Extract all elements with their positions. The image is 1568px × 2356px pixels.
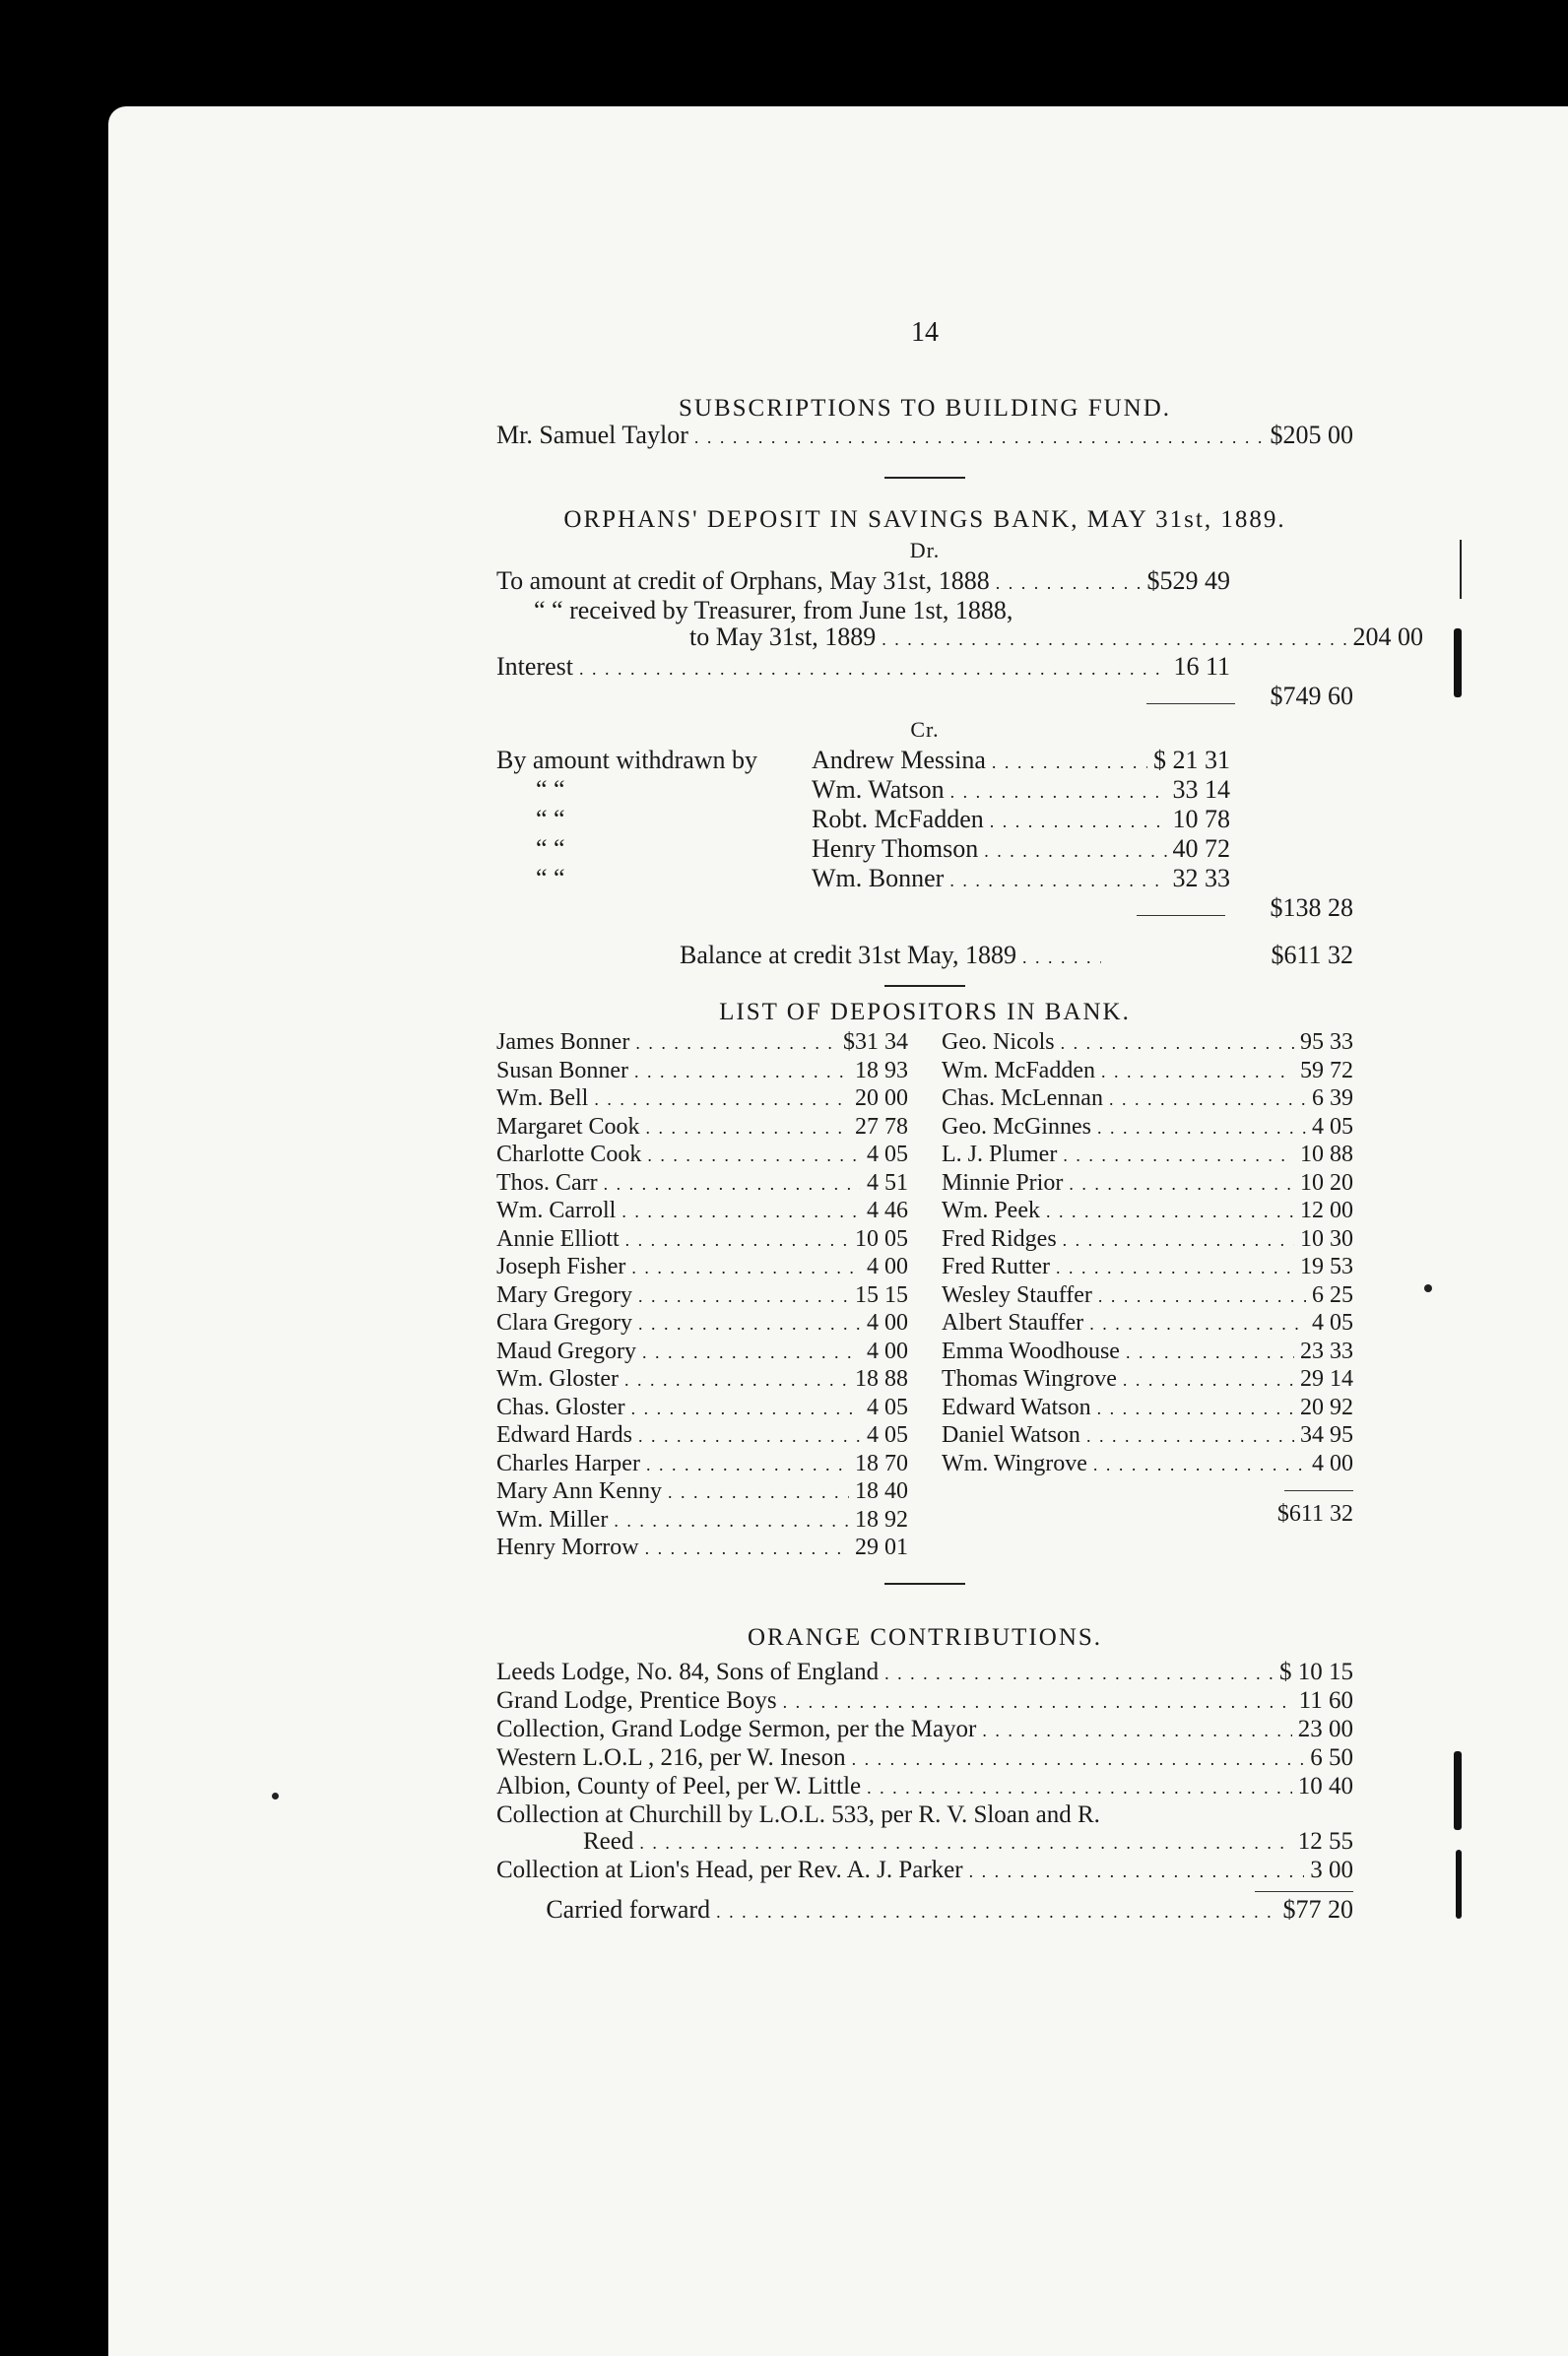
depositor-row [942, 1198, 1353, 1226]
dot-leader [969, 1857, 1305, 1885]
total-rule [1255, 1891, 1353, 1892]
depositor-row [496, 1085, 908, 1114]
dot-leader [949, 865, 1166, 894]
orange-title: ORANGE CONTRIBUTIONS. [747, 1623, 1103, 1651]
debit-row [496, 623, 1423, 653]
credit-total-row [496, 894, 1353, 924]
depositor-row [496, 1198, 908, 1226]
debit-row [496, 653, 1230, 683]
depositor-row-label: Wm. Miller [496, 1506, 609, 1533]
dot-leader [996, 567, 1142, 597]
credit-label: Cr. [910, 717, 940, 742]
depositor-row [496, 1339, 908, 1367]
dot-leader [638, 1282, 849, 1311]
dot-leader [1097, 1114, 1306, 1143]
depositor-row-amount: 6 39 [1312, 1085, 1353, 1111]
dot-leader [716, 1896, 1276, 1926]
depositors-left-column [496, 1029, 908, 1563]
depositor-row-label: Fred Ridges [942, 1225, 1057, 1252]
credit-amount: 32 33 [1172, 864, 1230, 892]
depositor-row [942, 1085, 1353, 1114]
dot-leader [646, 1451, 849, 1479]
depositor-row-label: Geo. McGinnes [942, 1113, 1091, 1140]
building-fund-row [496, 422, 1353, 451]
depositor-row-amount: 18 93 [855, 1057, 908, 1083]
depositor-row [496, 1422, 908, 1451]
depositor-row-amount: 4 05 [867, 1142, 908, 1167]
depositor-row-label: Minnie Prior [942, 1169, 1064, 1196]
depositor-row-amount: 18 70 [855, 1450, 908, 1476]
scan-mark [1454, 1751, 1462, 1830]
dot-leader [635, 1029, 837, 1058]
dot-leader [646, 1114, 849, 1143]
depositor-row-label: Wm. Carroll [496, 1198, 617, 1223]
depositor-row [496, 1029, 908, 1058]
dot-leader [631, 1395, 861, 1423]
entry-label: Mr. Samuel Taylor [496, 421, 688, 449]
depositor-row-amount: 4 05 [867, 1394, 908, 1420]
dot-leader [604, 1170, 861, 1199]
depositor-row [942, 1422, 1353, 1451]
credit-prefix: By amount withdrawn by [496, 746, 758, 774]
dot-leader [579, 653, 1167, 683]
depositor-row [942, 1254, 1353, 1282]
dot-leader [992, 747, 1147, 776]
depositor-row-label: L. J. Plumer [942, 1142, 1058, 1167]
depositors-title: LIST OF DEPOSITORS IN BANK. [719, 999, 1131, 1025]
credit-prefix: “ “ [536, 775, 565, 804]
depositor-row-amount: 10 20 [1300, 1169, 1353, 1196]
section-divider [884, 1583, 965, 1585]
contribution-row-label: Grand Lodge, Prentice Boys [496, 1686, 777, 1714]
credit-row [496, 776, 1230, 806]
depositor-row [496, 1535, 908, 1563]
carried-amount: $77 20 [1282, 1894, 1353, 1924]
depositor-row-label: Charles Harper [496, 1450, 640, 1476]
dot-leader [1061, 1029, 1294, 1058]
entry-amount: $205 00 [1270, 421, 1353, 449]
dot-leader [1093, 1451, 1306, 1479]
depositor-row [496, 1310, 908, 1339]
depositor-row-amount: 4 05 [1312, 1113, 1353, 1140]
depositor-row-label: Wm. Gloster [496, 1366, 619, 1392]
depositor-row [496, 1478, 908, 1507]
contribution-row-amount: 12 55 [1297, 1827, 1353, 1855]
dot-leader [625, 1226, 849, 1255]
credit-row [496, 747, 1230, 776]
debit-row [496, 597, 1268, 623]
depositor-row-amount: 20 00 [855, 1085, 908, 1111]
balance-row [496, 942, 1353, 971]
contribution-row-amount: 10 40 [1297, 1772, 1353, 1800]
building-fund-title: SUBSCRIPTIONS TO BUILDING FUND. [678, 395, 1172, 422]
scan-mark [1454, 628, 1462, 697]
depositor-row-label: Thos. Carr [496, 1169, 598, 1196]
depositor-row-amount: 29 14 [1300, 1366, 1353, 1392]
depositor-row-amount: 95 33 [1300, 1029, 1353, 1055]
depositor-row-amount: 6 25 [1312, 1281, 1353, 1308]
depositor-row-label: Susan Bonner [496, 1057, 628, 1083]
depositor-row [942, 1114, 1353, 1143]
dot-leader [783, 1687, 1293, 1716]
depositors-list [496, 1029, 1353, 1563]
contribution-row-amount: $ 10 15 [1279, 1658, 1353, 1685]
dot-leader [867, 1773, 1292, 1801]
scanned-page [108, 106, 1568, 2356]
depositor-row-amount: 10 05 [855, 1225, 908, 1252]
depositor-row-amount: 18 40 [855, 1478, 908, 1504]
depositor-row-label: Mary Ann Kenny [496, 1478, 662, 1504]
debit-row-label: Interest [496, 652, 573, 681]
depositor-row-amount: 4 05 [867, 1422, 908, 1448]
depositor-row-amount: 23 33 [1300, 1338, 1353, 1364]
depositor-row [942, 1029, 1353, 1058]
depositor-row [942, 1310, 1353, 1339]
dot-leader [982, 1716, 1291, 1744]
credit-prefix: “ “ [536, 805, 565, 833]
carried-forward-row [496, 1896, 1353, 1926]
depositor-row-label: Emma Woodhouse [942, 1338, 1120, 1364]
dot-leader [1086, 1422, 1294, 1451]
depositor-row-label: Chas. Gloster [496, 1394, 625, 1420]
contribution-row-amount: 11 60 [1298, 1686, 1353, 1714]
depositor-row [942, 1058, 1353, 1086]
depositor-row-amount: 27 78 [855, 1113, 908, 1140]
contribution-row-amount: 3 00 [1310, 1856, 1353, 1883]
dot-leader [1063, 1226, 1294, 1255]
depositor-row-label: Margaret Cook [496, 1113, 640, 1140]
contribution-row [496, 1828, 1353, 1857]
credit-row [496, 806, 1230, 835]
dot-leader [1056, 1254, 1294, 1282]
dot-leader [647, 1142, 861, 1170]
orphans-title: ORPHANS' DEPOSIT IN SAVINGS BANK, MAY 31st, 1889. [563, 506, 1286, 533]
depositor-row [496, 1282, 908, 1311]
total-rule [942, 1478, 1353, 1501]
debit-total-row [496, 683, 1353, 712]
depositor-row [496, 1226, 908, 1255]
dot-leader [1046, 1198, 1294, 1226]
contribution-row-label: Collection at Churchill by L.O.L. 533, per R. V. Sloan and R. [496, 1800, 1100, 1828]
depositor-row [942, 1451, 1353, 1479]
depositor-row-amount: 10 30 [1300, 1225, 1353, 1252]
credit-amount: 33 14 [1172, 775, 1230, 804]
depositor-row [496, 1395, 908, 1423]
dot-leader [882, 623, 1346, 653]
section-divider [884, 985, 965, 987]
depositor-row-amount: 15 15 [855, 1281, 908, 1308]
dot-leader [1089, 1310, 1306, 1339]
page-number: 14 [911, 317, 939, 348]
depositor-row-amount: 4 00 [867, 1338, 908, 1364]
depositor-row-label: Albert Stauffer [942, 1310, 1084, 1336]
debit-total: $749 60 [1270, 682, 1353, 710]
depositor-row-amount: 4 00 [867, 1254, 908, 1279]
contribution-row [496, 1773, 1353, 1801]
contribution-row-amount: 6 50 [1310, 1743, 1353, 1771]
dot-leader [621, 1198, 861, 1226]
contribution-row-label: Leeds Lodge, No. 84, Sons of England [496, 1658, 880, 1685]
dot-leader [852, 1744, 1305, 1773]
carried-label: Carried forward [546, 1894, 711, 1924]
contribution-row-label: Albion, County of Peel, per W. Little [496, 1772, 862, 1800]
depositor-row-label: Henry Morrow [496, 1535, 639, 1560]
depositor-row [496, 1058, 908, 1086]
page-content [496, 317, 1423, 1926]
contribution-row-label: Western L.O.L , 216, per W. Ineson [496, 1743, 846, 1771]
credit-amount: 10 78 [1172, 805, 1230, 833]
dot-leader [638, 1422, 861, 1451]
dot-leader [631, 1254, 861, 1282]
contribution-row [496, 1716, 1353, 1744]
depositor-row-label: Maud Gregory [496, 1338, 636, 1364]
dot-leader [990, 806, 1167, 835]
depositor-row-label: Chas. McLennan [942, 1085, 1103, 1111]
depositor-row-label: Edward Hards [496, 1422, 632, 1448]
scan-mark [1460, 540, 1462, 599]
depositor-row-amount: $31 34 [843, 1029, 908, 1055]
debit-row-amount: 16 11 [1173, 652, 1230, 681]
credit-name: Wm. Bonner [812, 864, 945, 892]
credit-amount: 40 72 [1172, 834, 1230, 863]
depositor-row-label: Wesley Stauffer [942, 1281, 1092, 1308]
depositor-row-label: Joseph Fisher [496, 1254, 626, 1279]
debit-row-label: To amount at credit of Orphans, May 31st, 1888 [496, 566, 990, 595]
dot-leader [642, 1339, 861, 1367]
depositor-row-amount: 20 92 [1300, 1394, 1353, 1420]
dot-leader [1123, 1366, 1294, 1395]
depositor-row [942, 1170, 1353, 1199]
depositor-row-amount: 19 53 [1300, 1254, 1353, 1279]
depositor-row-label: Annie Elliott [496, 1225, 620, 1252]
dot-leader [884, 1659, 1274, 1687]
contribution-row-label: Collection at Lion's Head, per Rev. A. J. Parker [496, 1856, 963, 1883]
contribution-row [496, 1801, 1353, 1828]
contribution-row-label: Reed [583, 1827, 634, 1855]
dot-leader [634, 1058, 849, 1086]
credit-prefix: “ “ [536, 864, 565, 892]
orange-list [496, 1659, 1353, 1885]
depositor-row [496, 1366, 908, 1395]
depositor-row [942, 1366, 1353, 1395]
depositor-row-label: Clara Gregory [496, 1310, 632, 1336]
subtotal-rule [1137, 915, 1225, 916]
contribution-row [496, 1744, 1353, 1773]
dot-leader [1126, 1339, 1294, 1367]
scan-mark [1456, 1850, 1462, 1919]
credit-name: Henry Thomson [812, 834, 979, 863]
depositor-row-label: Geo. Nicols [942, 1029, 1055, 1055]
dot-leader [1101, 1058, 1294, 1086]
depositor-row-label: Wm. Bell [496, 1085, 589, 1111]
contribution-row [496, 1687, 1353, 1716]
depositor-row-label: Thomas Wingrove [942, 1366, 1117, 1392]
scan-mark [272, 1793, 279, 1800]
dot-leader [1098, 1282, 1306, 1311]
dot-leader [1069, 1170, 1294, 1199]
depositor-row-amount: 4 00 [1312, 1450, 1353, 1476]
depositors-total: $611 32 [1276, 1501, 1353, 1527]
depositor-row-amount: 4 05 [1312, 1310, 1353, 1336]
dot-leader [984, 835, 1166, 865]
scan-mark [1424, 1284, 1432, 1292]
dot-leader [694, 422, 1265, 451]
section-divider [884, 477, 965, 479]
credit-amount: $ 21 31 [1153, 746, 1230, 774]
depositor-row [496, 1170, 908, 1199]
dot-leader [950, 776, 1167, 806]
credit-prefix: “ “ [536, 834, 565, 863]
depositor-row [942, 1395, 1353, 1423]
debit-row [496, 567, 1230, 597]
depositor-row-label: Wm. Peek [942, 1198, 1040, 1223]
depositor-row-amount: 4 51 [867, 1169, 908, 1196]
debit-row-label: “ “ received by Treasurer, from June 1st, 1888, [534, 596, 1013, 624]
depositor-row [496, 1142, 908, 1170]
depositor-row [942, 1282, 1353, 1311]
balance-amount: $611 32 [1271, 941, 1353, 969]
contribution-row-amount: 23 00 [1297, 1715, 1353, 1742]
dot-leader [638, 1310, 861, 1339]
depositor-row-amount: 18 92 [855, 1506, 908, 1533]
dot-leader [668, 1478, 849, 1507]
depositor-row-amount: 34 95 [1300, 1422, 1353, 1448]
depositor-row-amount: 18 88 [855, 1366, 908, 1392]
contribution-row [496, 1857, 1353, 1885]
depositor-row [942, 1226, 1353, 1255]
depositor-row-label: Wm. Wingrove [942, 1450, 1087, 1476]
credit-row [496, 865, 1230, 894]
depositor-row [942, 1142, 1353, 1170]
depositor-row-label: Edward Watson [942, 1394, 1091, 1420]
depositor-row-amount: 12 00 [1300, 1198, 1353, 1223]
depositor-row [496, 1507, 908, 1536]
contribution-row-label: Collection, Grand Lodge Sermon, per the Mayor [496, 1715, 977, 1742]
dot-leader [614, 1507, 849, 1536]
depositor-row [942, 1339, 1353, 1367]
depositor-row-amount: 4 00 [867, 1310, 908, 1336]
depositor-row-label: Mary Gregory [496, 1281, 632, 1308]
debit-row-amount: $529 49 [1146, 566, 1230, 595]
contribution-row [496, 1659, 1353, 1687]
credit-name: Robt. McFadden [812, 805, 984, 833]
balance-label: Balance at credit 31st May, 1889 [680, 941, 1016, 969]
credit-row [496, 835, 1230, 865]
dot-leader [1022, 942, 1101, 971]
depositor-row-label: James Bonner [496, 1029, 630, 1055]
debit-row-amount: 204 00 [1352, 622, 1423, 651]
depositor-row-label: Wm. McFadden [942, 1057, 1095, 1083]
depositor-row-amount: 10 88 [1300, 1142, 1353, 1167]
dot-leader [639, 1828, 1291, 1857]
depositor-row [496, 1451, 908, 1479]
credit-name: Wm. Watson [812, 775, 945, 804]
depositor-row [496, 1114, 908, 1143]
depositor-row-amount: 29 01 [855, 1535, 908, 1560]
credit-name: Andrew Messina [812, 746, 986, 774]
depositor-row-label: Daniel Watson [942, 1422, 1080, 1448]
dot-leader [1063, 1142, 1294, 1170]
dot-leader [624, 1366, 849, 1395]
dot-leader [1097, 1395, 1294, 1423]
depositor-row-label: Fred Rutter [942, 1254, 1050, 1279]
dot-leader [594, 1085, 849, 1114]
debit-label: Dr. [909, 538, 941, 562]
depositor-row-label: Charlotte Cook [496, 1142, 642, 1167]
subtotal-rule [1146, 703, 1235, 704]
depositor-row-amount: 59 72 [1300, 1057, 1353, 1083]
debit-row-label: to May 31st, 1889 [689, 622, 877, 651]
depositor-row [496, 1254, 908, 1282]
depositor-row-amount: 4 46 [867, 1198, 908, 1223]
dot-leader [1109, 1085, 1306, 1114]
dot-leader [645, 1535, 849, 1563]
depositors-right-column [942, 1029, 1353, 1563]
credit-total: $138 28 [1270, 893, 1353, 922]
